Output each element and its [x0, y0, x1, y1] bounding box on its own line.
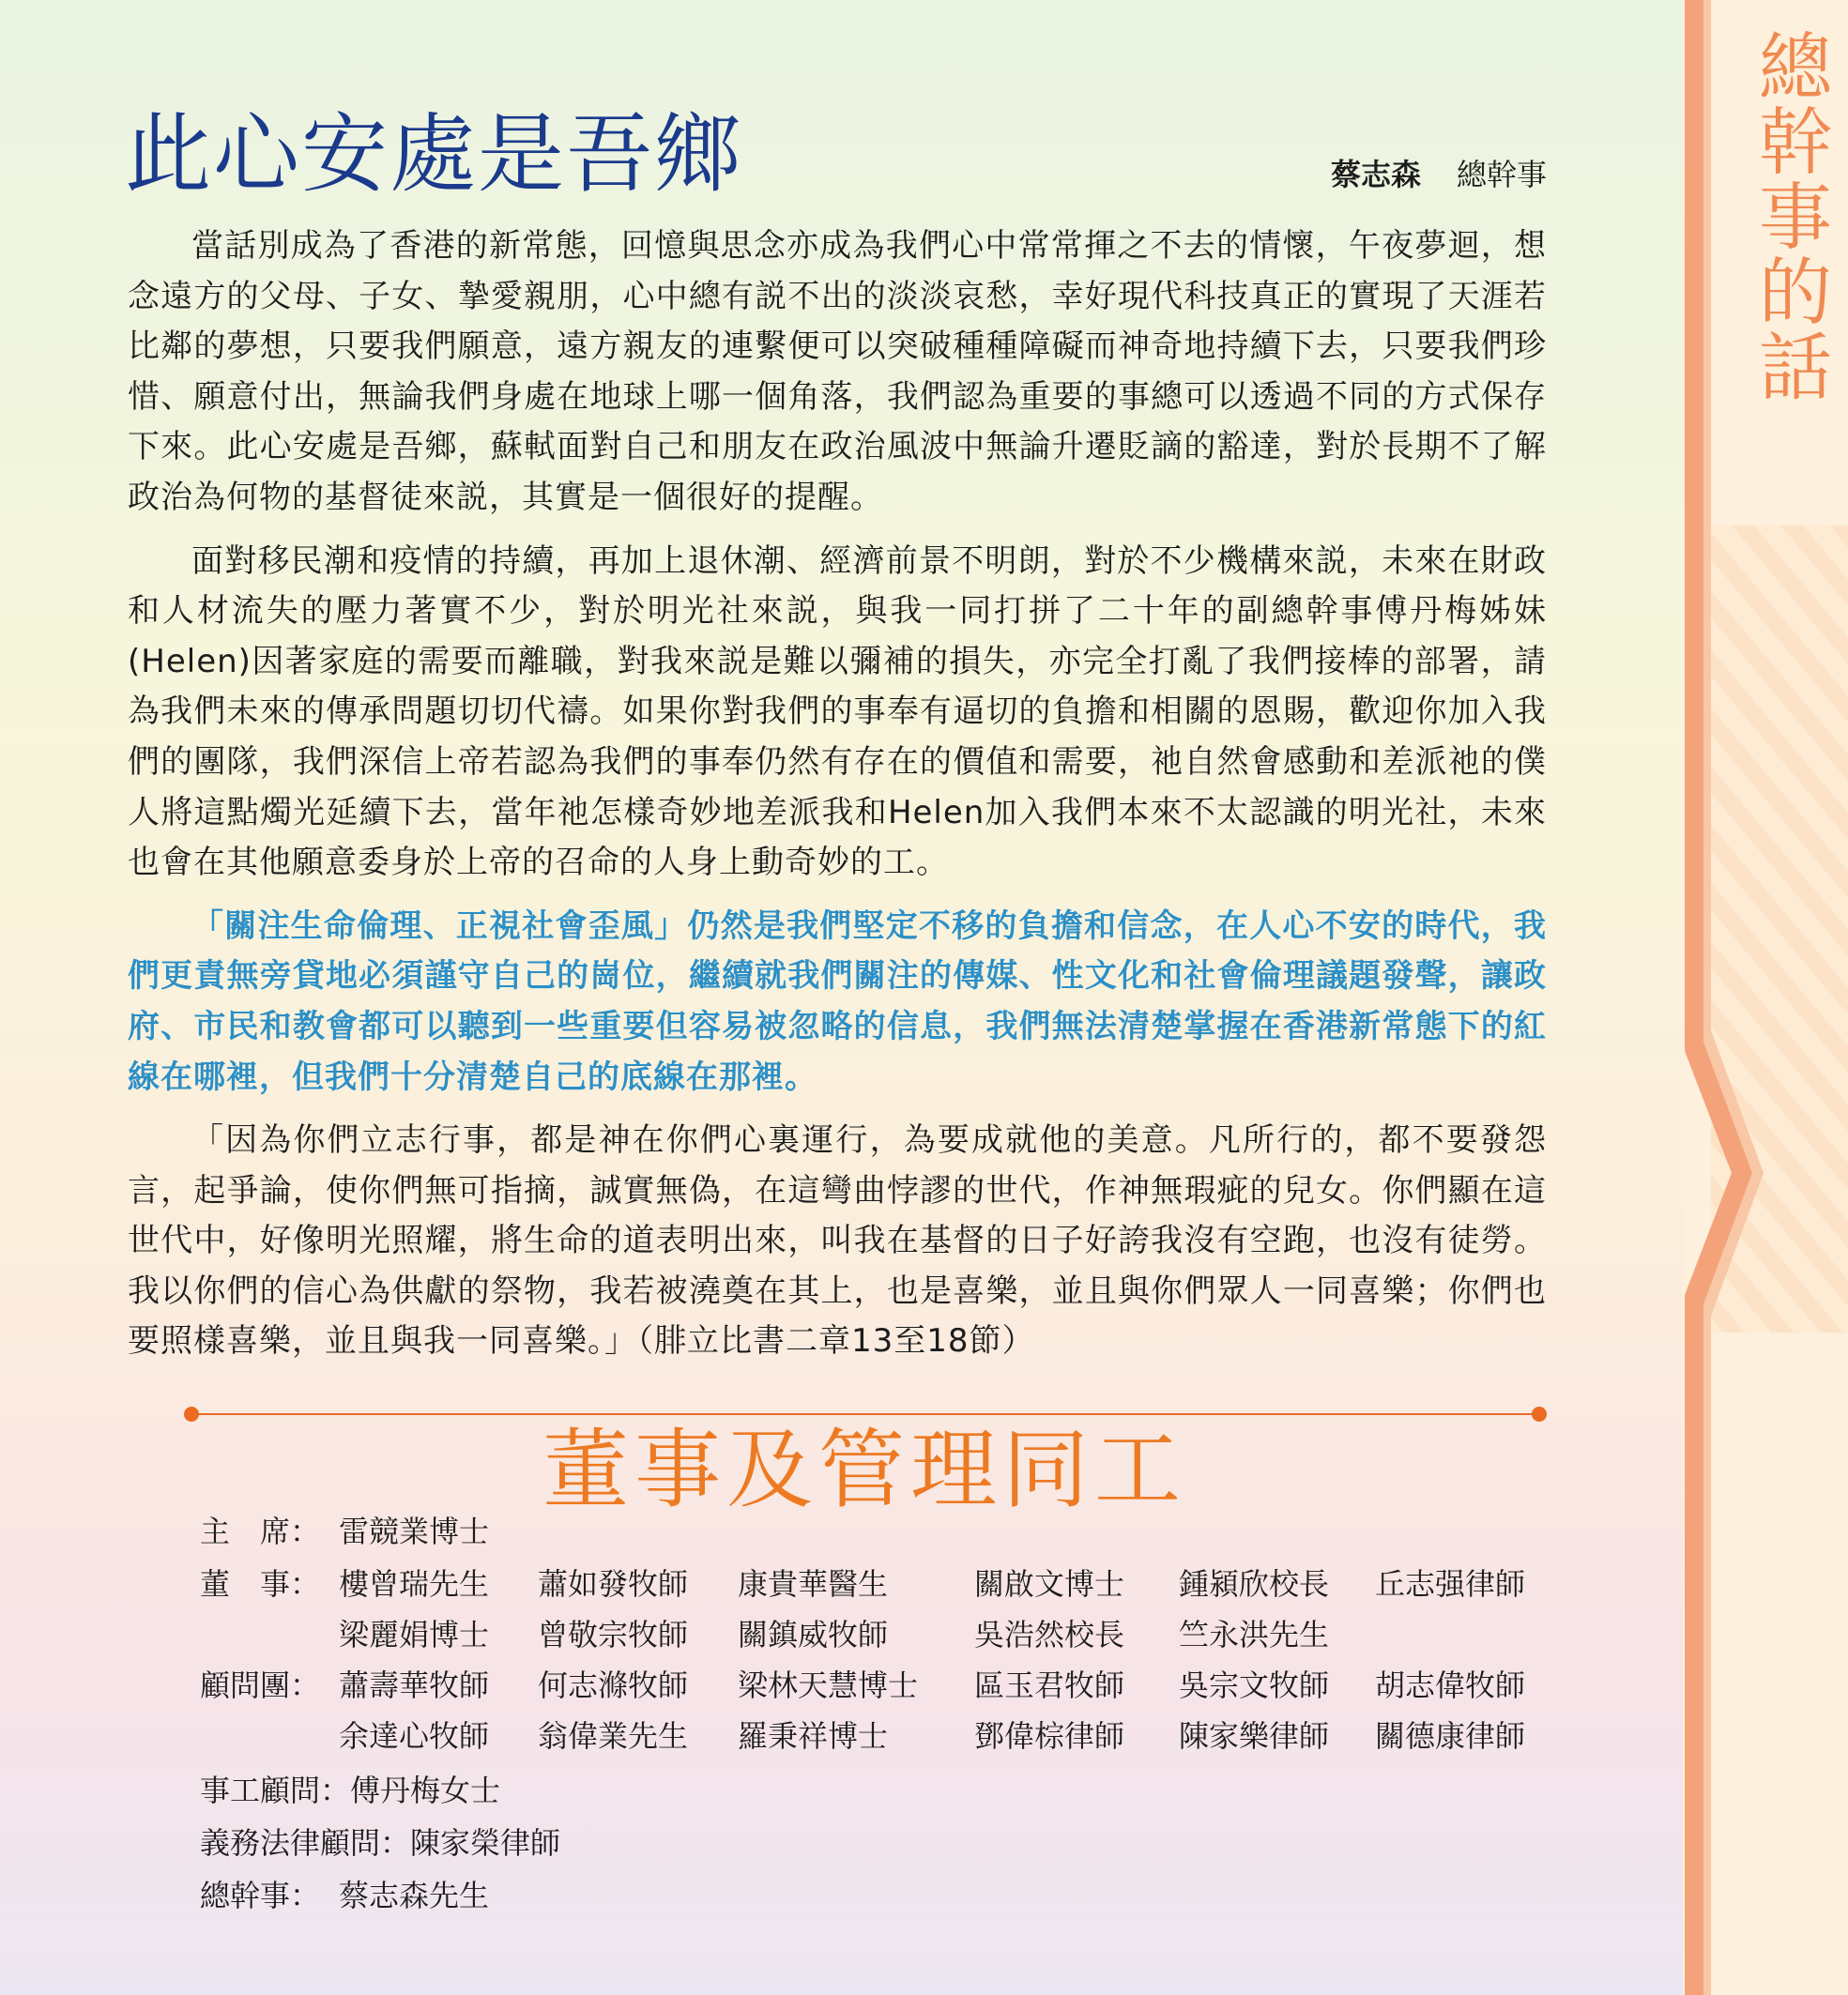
paragraph-2: 面對移民潮和疫情的持續，再加上退休潮、經濟前景不明朗，對於不少機構來説，未來在財政和人材流失的壓力著實不少，對於明光社來説，與我一同打拼了二十年的副總幹事傅丹梅姊妹(Helen)因著家庭的需要而離職，對我來説是難以彌補的損失，亦完全打亂了我們接棒的部署，請為我們未來的傳承問題切切代禱。如果你對我們的事奉有逼切的負擔和相關的恩賜，歡迎你加入我們的團隊，我們深信上帝若認為我們的事奉仍然有存在的價值和需要，祂自然會感動和差派祂的僕人將這點燭光延續下去，當年祂怎樣奇妙地差派我和Helen加入我們本來不太認識的明光社，未來也會在其他願意委身於上帝的召命的人身上動奇妙的工。: [128, 541, 1547, 882]
advisor-name: 區玉君牧師: [974, 1668, 1125, 1703]
advisor-name: 蕭壽華牧師: [339, 1668, 490, 1703]
general-secretary-label: 總幹事：: [200, 1878, 321, 1913]
author-role: 總幹事: [1456, 157, 1547, 192]
advisor-name: 陳家樂律師: [1179, 1718, 1330, 1754]
paragraph-highlight: 「關注生命倫理、正視社會歪風」仍然是我們堅定不移的負擔和信念，在人心不安的時代，我們更責無旁貸地必須謹守自己的崗位，繼續就我們關注的傳媒、性文化和社會倫理議題發聲，讓政府、市民和教會都可以聽到一些重要但容易被忽略的信息，我們無法清楚掌握在香港新常態下的紅線在哪裡，但我們十分清楚自己的底線在那裡。: [128, 906, 1547, 1096]
side-title: 總幹事的話: [1749, 28, 1831, 404]
divider-line: [190, 1413, 1541, 1415]
director-name: 樓曾瑞先生: [339, 1566, 490, 1602]
advisor-name: 吳宗文牧師: [1179, 1668, 1330, 1703]
author-name: 蔡志森: [1330, 157, 1421, 192]
advisor-name: 胡志偉牧師: [1375, 1668, 1526, 1703]
director-name: 丘志强律師: [1375, 1566, 1526, 1602]
advisors-label: 顧問團：: [200, 1668, 321, 1703]
advisor-name: 何志滌牧師: [538, 1668, 689, 1703]
advisor-name: 梁林天慧博士: [738, 1668, 919, 1703]
director-name: 曾敬宗牧師: [538, 1617, 689, 1652]
director-name: 關鎮威牧師: [738, 1617, 889, 1652]
advisor-name: 關德康律師: [1375, 1718, 1526, 1754]
director-name: 吳浩然校長: [974, 1617, 1125, 1652]
director-name: 竺永洪先生: [1179, 1617, 1330, 1652]
staff-section-title: 董事及管理同工: [542, 1420, 1187, 1520]
paragraph-scripture: 「因為你們立志行事，都是神在你們心裏運行，為要成就他的美意。凡所行的，都不要發怨言，起爭論，使你們無可指摘，誠實無偽，在這彎曲悖謬的世代，作神無瑕疵的兒女。你們顯在這世代中，好像明光照耀，將生命的道表明出來，叫我在基督的日子好誇我沒有空跑，也沒有徒勞。我以你們的信心為供獻的祭物，我若被澆奠在其上，也是喜樂，並且與你們眾人一同喜樂；你們也要照樣喜樂，並且與我一同喜樂。」（腓立比書二章13至18節）: [128, 1121, 1547, 1361]
general-secretary-name: 蔡志森先生: [339, 1878, 490, 1913]
director-name: 鍾潁欣校長: [1179, 1566, 1330, 1602]
article-title: 此心安處是吾鄉: [125, 104, 743, 205]
director-name: 蕭如發牧師: [538, 1566, 689, 1602]
legal-advisor: 義務法律顧問：陳家榮律師: [200, 1825, 561, 1861]
director-name: 關啟文博士: [974, 1566, 1125, 1602]
chair-label: 主 席：: [200, 1514, 321, 1549]
advisor-name: 羅秉祥博士: [738, 1718, 889, 1754]
advisor-name: 鄧偉棕律師: [974, 1718, 1125, 1754]
article-body: [128, 221, 1547, 1380]
paragraph-1: 當話別成為了香港的新常態，回憶與思念亦成為我們心中常常揮之不去的情懷，午夜夢迴，想念遠方的父母、子女、摯愛親朋，心中總有説不出的淡淡哀愁，幸好現代科技真正的實現了天涯若比鄰的夢想，只要我們願意，遠方親友的連繫便可以突破種種障礙而神奇地持續下去，只要我們珍惜、願意付出，無論我們身處在地球上哪一個角落，我們認為重要的事總可以透過不同的方式保存下來。此心安處是吾鄉，蘇軾面對自己和朋友在政治風波中無論升遷貶謫的豁達，對於長期不了解政治為何物的基督徒來説，其實是一個很好的提醒。: [128, 227, 1547, 516]
author-byline: [1331, 156, 1547, 193]
divider-dot-right: [1532, 1407, 1547, 1422]
director-name: 梁麗娟博士: [339, 1617, 490, 1652]
advisor-name: 翁偉業先生: [538, 1718, 689, 1754]
divider-dot-left: [184, 1407, 199, 1422]
advisor-name: 余達心牧師: [339, 1718, 490, 1754]
directors-label: 董 事：: [200, 1566, 321, 1602]
chair-name: 雷競業博士: [339, 1514, 490, 1549]
social-work-advisor: 事工顧問：傅丹梅女士: [200, 1773, 501, 1808]
director-name: 康貴華醫生: [738, 1566, 889, 1602]
